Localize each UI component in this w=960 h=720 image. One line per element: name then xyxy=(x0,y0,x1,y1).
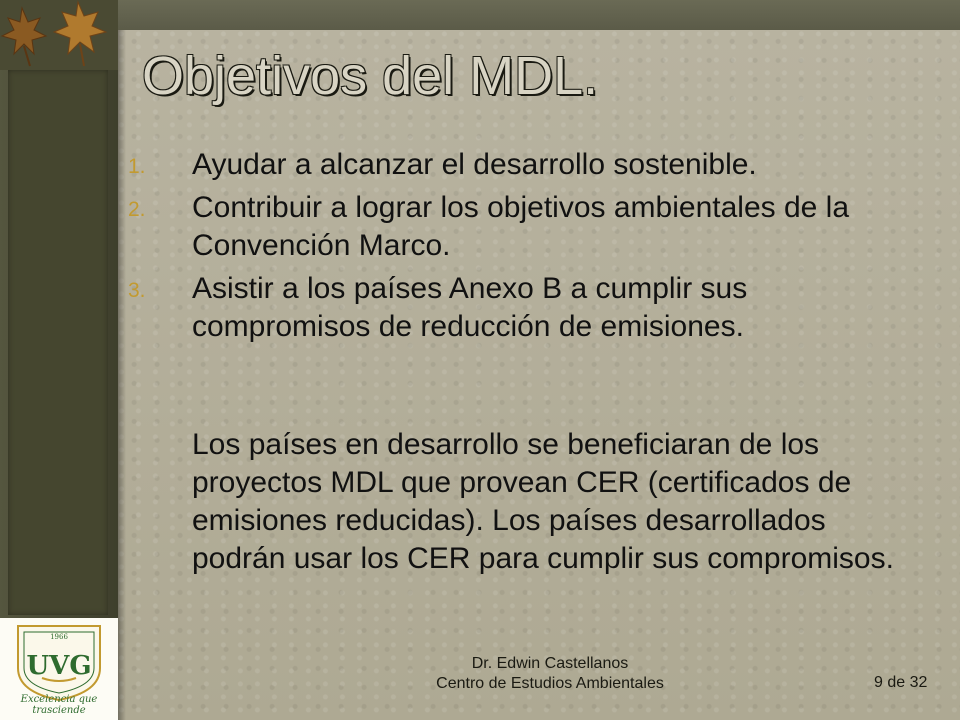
svg-text:1966: 1966 xyxy=(50,633,68,641)
list-item-text: Asistir a los países Anexo B a cumplir sus compromisos de reducción de emisiones. xyxy=(192,272,748,343)
university-crest-icon xyxy=(8,622,110,702)
list-item xyxy=(128,146,908,184)
university-logo xyxy=(0,618,118,720)
svg-text:UVG: UVG xyxy=(26,651,92,681)
maple-leaves-icon xyxy=(0,0,118,70)
panel-shadow xyxy=(118,30,126,720)
slide-footer xyxy=(400,654,700,694)
list-item xyxy=(128,270,908,346)
list-item-number: 3. xyxy=(128,279,146,302)
logo-motto: Excelencia que trasciende xyxy=(20,694,98,716)
slide-title: Objetivos del MDL. xyxy=(142,46,599,106)
left-sidebar-strip xyxy=(0,0,118,720)
slide-panel xyxy=(118,30,960,720)
list-item-text: Ayudar a alcanzar el desarrollo sostenible. xyxy=(192,148,757,181)
footer-center: Centro de Estudios Ambientales xyxy=(436,675,664,692)
top-band xyxy=(0,0,960,30)
page-number: 9 de 32 xyxy=(874,674,928,691)
summary-paragraph: Los países en desarrollo se beneficiaran de los proyectos MDL que provean CER (certificados de emisiones reducidas). Los países desarrollados podrán usar los CER para cumplir sus compromisos. xyxy=(192,428,894,575)
left-sidebar-inset xyxy=(8,70,108,615)
footer-author: Dr. Edwin Castellanos xyxy=(471,655,629,672)
list-item-text: Contribuir a lograr los objetivos ambientales de la Convención Marco. xyxy=(192,191,850,262)
objectives-list xyxy=(128,146,908,351)
list-item-number: 1. xyxy=(128,155,146,178)
list-item xyxy=(128,189,908,265)
list-item-number: 2. xyxy=(128,198,146,221)
